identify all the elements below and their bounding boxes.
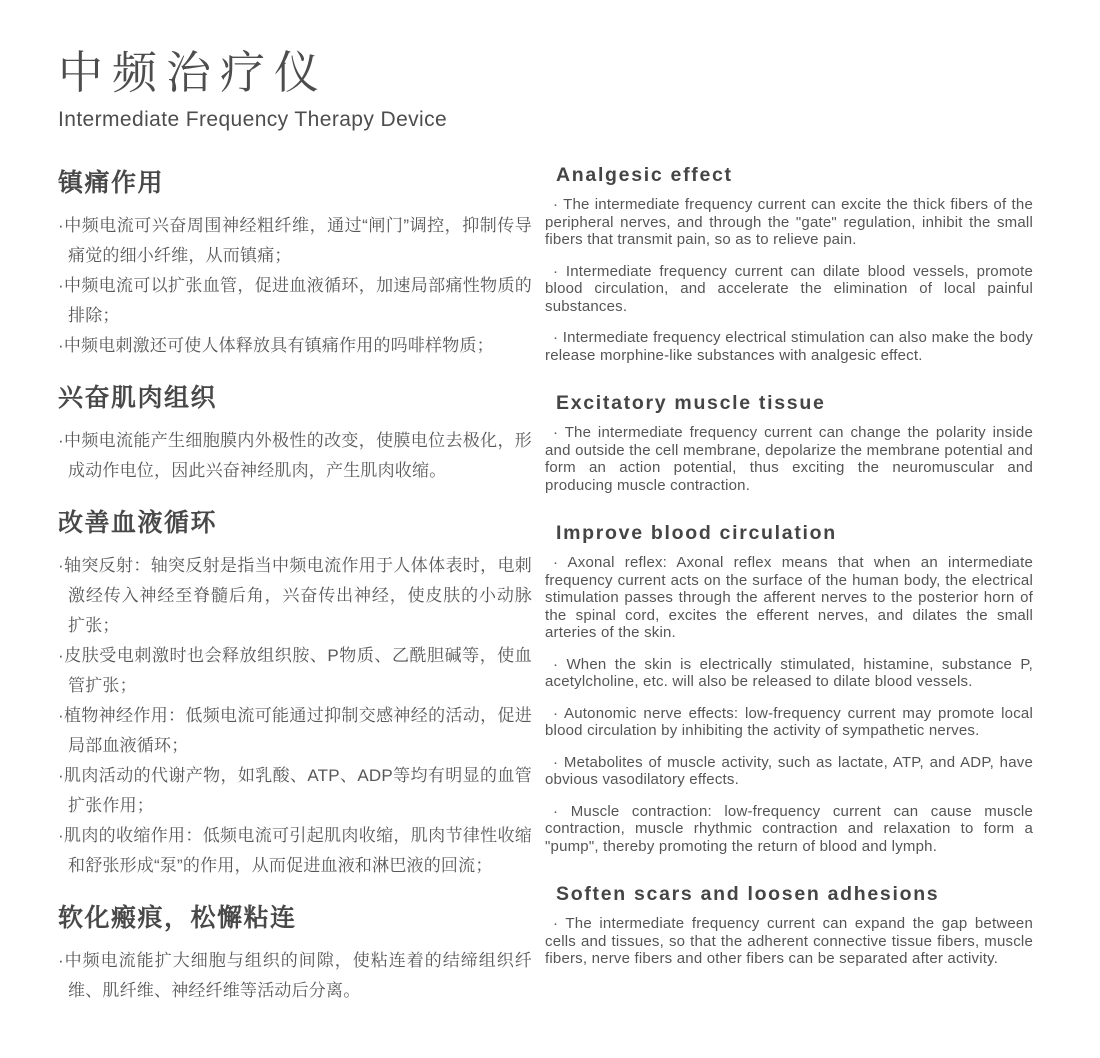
bullet-item-zh: ·肌肉的收缩作用：低频电流可引起肌肉收缩，肌肉节律性收缩和舒张形成“泵”的作用，从而促进血液和淋巴液的回流； xyxy=(58,826,532,875)
bullet-item-zh: ·肌肉活动的代谢产物，如乳酸、ATP、ADP等均有明显的血管扩张作用； xyxy=(58,766,532,815)
bullet-item-zh: ·皮肤受电刺激时也会释放组织胺、P物质、乙酰胆碱等，使血管扩张； xyxy=(58,646,532,695)
bullet-item-en: · Muscle contraction: low-frequency current can cause muscle contraction, muscle rhythmic contraction and relaxation to form a "pump", thereby promoting the return of blood and lymph. xyxy=(545,802,1033,855)
bullet-item-en: · Metabolites of muscle activity, such as lactate, ATP, and ADP, have obvious vasodilatory effects. xyxy=(545,753,1033,788)
bullet-item-zh: ·轴突反射：轴突反射是指当中频电流作用于人体体表时，电刺激经传入神经至脊髓后角，兴奋传出神经，使皮肤的小动脉扩张； xyxy=(58,556,532,635)
bullet-item-en: · When the skin is electrically stimulated, histamine, substance P, acetylcholine, etc. will also be released to dilate blood vessels. xyxy=(545,655,1033,690)
section-en xyxy=(545,520,1033,855)
section-zh xyxy=(58,900,532,1006)
bullet-list-zh xyxy=(58,211,532,361)
section-heading-en: Analgesic effect xyxy=(556,164,733,186)
bullet-item-zh: ·中频电流能扩大细胞与组织的间隙，使粘连着的结缔组织纤维、肌纤维、神经纤维等活动后分离。 xyxy=(58,951,532,1000)
bullet-list-en xyxy=(545,196,1033,364)
bullet-item-en: · The intermediate frequency current can expand the gap between cells and tissues, so that the adherent connective tissue fibers, muscle fibers, nerve fibers and other fibers can be separated after activity. xyxy=(545,915,1033,967)
bullet-list-zh xyxy=(58,426,532,486)
section-heading-zh: 改善血液循环 xyxy=(58,509,218,537)
section-en xyxy=(545,390,1033,494)
bullet-list-zh xyxy=(58,551,532,881)
header xyxy=(58,46,447,132)
bullet-item-zh: ·中频电流可以扩张血管，促进血液循环，加速局部痛性物质的排除； xyxy=(58,276,532,325)
bullet-list-en xyxy=(545,554,1033,855)
section-zh xyxy=(58,380,532,486)
section-heading-zh: 兴奋肌肉组织 xyxy=(58,384,218,412)
bullet-item-en: · Autonomic nerve effects: low-frequency current may promote local blood circulation by inhibiting the activity of sympathetic nerves. xyxy=(545,704,1033,739)
bullet-item-zh: ·中频电流能产生细胞膜内外极性的改变，使膜电位去极化，形成动作电位，因此兴奋神经肌肉，产生肌肉收缩。 xyxy=(58,431,532,480)
section-zh xyxy=(58,505,532,881)
bullet-item-en: · Intermediate frequency electrical stimulation can also make the body release morphine-like substances with analgesic effect. xyxy=(545,329,1033,364)
section-heading-zh: 镇痛作用 xyxy=(58,169,165,197)
chinese-column xyxy=(58,165,532,1025)
bullet-list-zh xyxy=(58,946,532,1006)
page-title: 中频治疗仪 xyxy=(58,47,329,98)
section-en xyxy=(545,881,1033,968)
page-subtitle: Intermediate Frequency Therapy Device xyxy=(58,108,448,131)
bullet-item-zh: ·中频电刺激还可使人体释放具有镇痛作用的吗啡样物质； xyxy=(58,336,494,355)
section-heading-zh: 软化瘢痕，松懈粘连 xyxy=(58,904,297,932)
english-column xyxy=(545,162,1033,994)
bullet-item-zh: ·中频电流可兴奋周围神经粗纤维，通过“闸门”调控，抑制传导痛觉的细小纤维，从而镇痛； xyxy=(58,216,532,265)
bullet-item-en: · The intermediate frequency current can change the polarity inside and outside the cell membrane, depolarize the membrane potential and form an action potential, thus exciting the neuromuscular and producing muscle contraction. xyxy=(545,424,1033,494)
bullet-item-en: · The intermediate frequency current can excite the thick fibers of the peripheral nerves, and through the "gate" regulation, inhibit the small fibers that transmit pain, so as to relieve pain. xyxy=(545,196,1033,248)
section-en xyxy=(545,162,1033,364)
section-heading-en: Improve blood circulation xyxy=(556,522,837,544)
section-zh xyxy=(58,165,532,361)
bullet-item-en: · Axonal reflex: Axonal reflex means that when an intermediate frequency current acts on the surface of the human body, the electrical stimulation passes through the afferent nerves to the posterior horn of the spinal cord, excites the efferent nerves, and dilates the small arteries of the skin. xyxy=(545,554,1033,641)
bullet-item-en: · Intermediate frequency current can dilate blood vessels, promote blood circulation, and accelerate the elimination of local painful substances. xyxy=(545,262,1033,315)
section-heading-en: Soften scars and loosen adhesions xyxy=(556,883,940,905)
bullet-list-en xyxy=(545,915,1033,968)
bullet-list-en xyxy=(545,424,1033,494)
bullet-item-zh: ·植物神经作用：低频电流可能通过抑制交感神经的活动，促进局部血液循环； xyxy=(58,706,532,755)
section-heading-en: Excitatory muscle tissue xyxy=(556,392,826,414)
